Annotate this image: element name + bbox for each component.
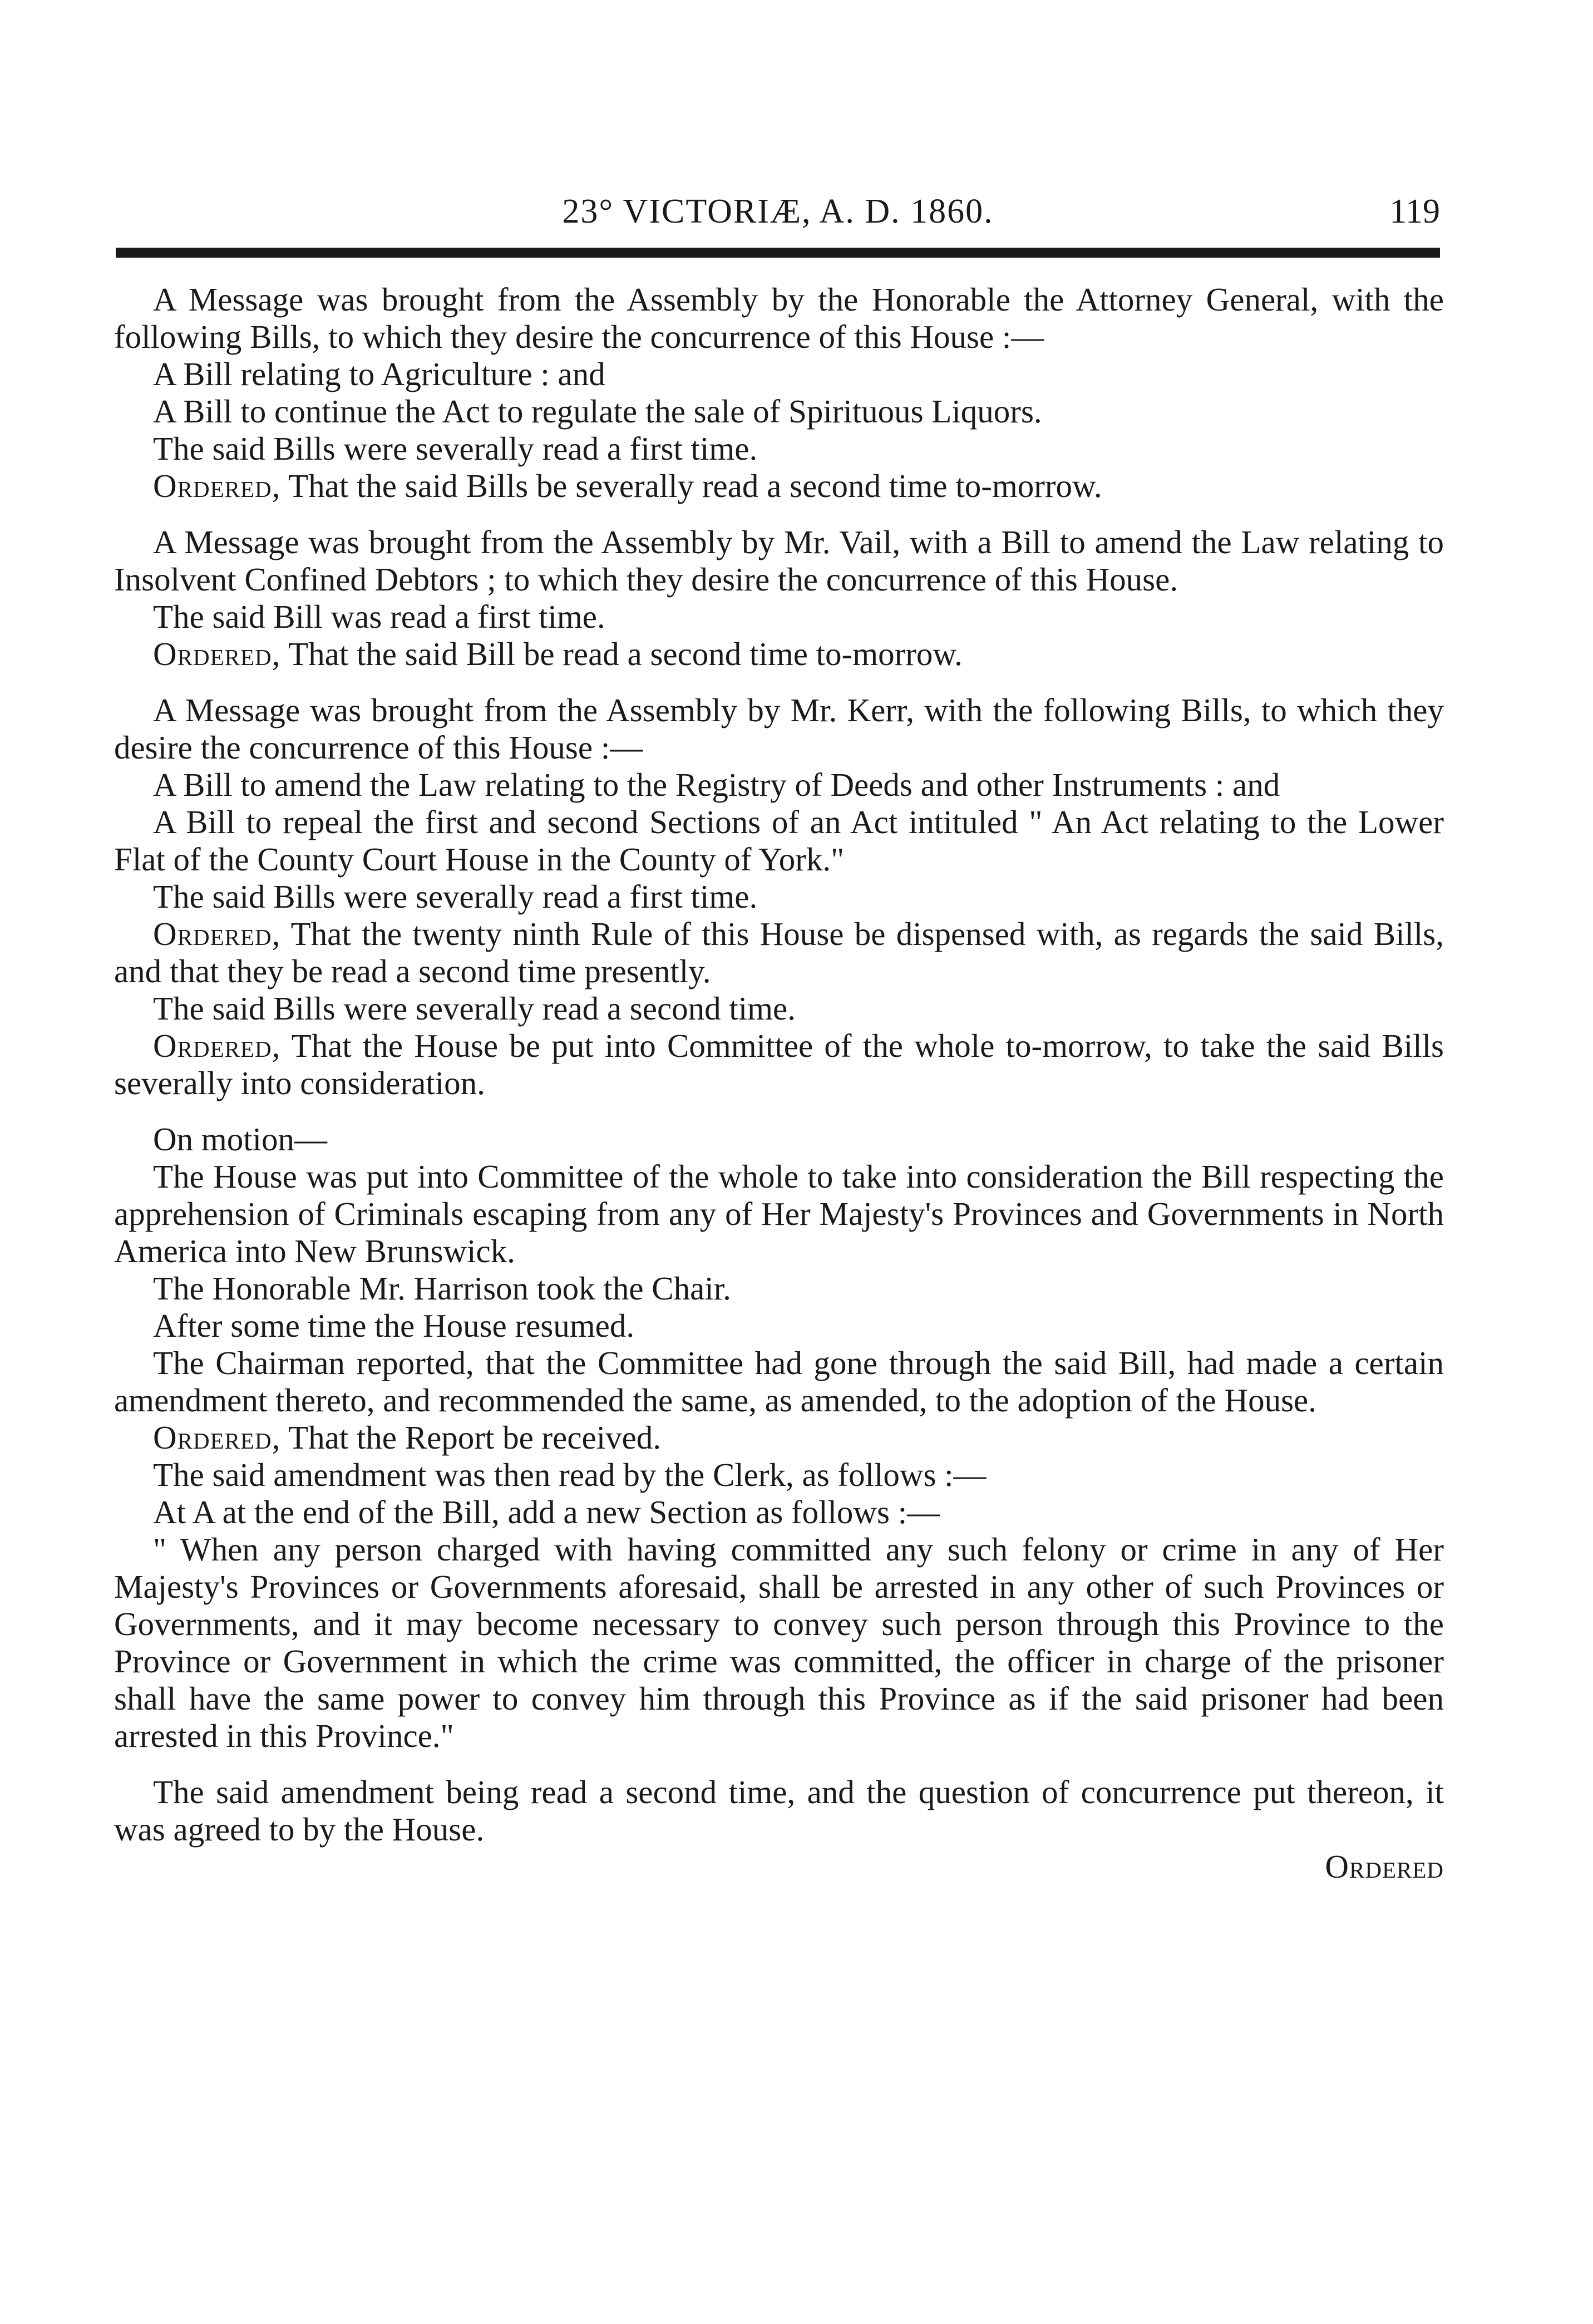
paragraph — [114, 915, 1444, 990]
paragraph — [114, 1027, 1444, 1102]
paragraph-text: That the House be put into Committee of the whole to-morrow, to take the said Bills severally into consideration. — [114, 1027, 1444, 1101]
paragraph: A Bill to repeal the first and second Sections of an Act intituled " An Act relating to the Lower Flat of the County Court House in the County of York." — [114, 804, 1444, 878]
paragraph — [114, 636, 1444, 673]
ordered-label: Ordered, — [153, 636, 281, 672]
catchword: Ordered — [1325, 1848, 1444, 1885]
paragraph: A Bill to continue the Act to regulate the sale of Spirituous Liquors. — [153, 393, 1042, 430]
paragraph: The Chairman reported, that the Committee had gone through the said Bill, had made a certain amendment thereto, and recommended the same, as amended, to the adoption of the House. — [114, 1345, 1444, 1419]
paragraph: The said Bills were severally read a first time. — [153, 878, 758, 915]
paragraph: A Bill to amend the Law relating to the Registry of Deeds and other Instruments : and — [153, 766, 1280, 803]
paragraph — [114, 467, 1444, 505]
paragraph: After some time the House resumed. — [153, 1307, 635, 1344]
paragraph-text: The said amendment being read a second time, and the question of concurrence put thereon, it was agreed to by the House. — [114, 1774, 1444, 1848]
paragraph: The Honorable Mr. Harrison took the Chair. — [153, 1270, 731, 1307]
paragraph — [114, 1774, 1444, 1848]
paragraph-text: That the twenty ninth Rule of this House be dispensed with, as regards the said Bills, and that they be read a second time presently. — [114, 915, 1444, 989]
paragraph: The House was put into Committee of the whole to take into consideration the Bill respecting the apprehension of Criminals escaping from any of Her Majesty's Provinces and Governments in North America into New Brunswick. — [114, 1158, 1444, 1269]
header-rule — [116, 248, 1440, 258]
paragraph: On motion— — [153, 1121, 328, 1158]
ordered-label: Ordered, — [153, 467, 281, 504]
paragraph: A Bill relating to Agriculture : and — [153, 356, 605, 392]
quoted-amendment: " When any person charged with having committed any such felony or crime in any of Her Majesty's Provinces or Governments aforesaid, shall be arrested in any other of such Provinces or Governments, and it may become necessary to convey such person through this Province to the Province or Government in which the crime was committed, the officer in charge of the prisoner shall have the same power to convey him through this Province as if the said prisoner had been arrested in this Province." — [114, 1531, 1444, 1754]
paragraph: A Message was brought from the Assembly by the Honorable the Attorney General, with the following Bills, to which they desire the concurrence of this House :— — [114, 281, 1444, 355]
ordered-label: Ordered, — [153, 1027, 281, 1064]
paragraph-text: That the said Bills be severally read a second time to-morrow. — [288, 467, 1102, 504]
paragraph: At A at the end of the Bill, add a new Section as follows :— — [153, 1494, 940, 1530]
ordered-label: Ordered, — [153, 1419, 281, 1456]
paragraph — [114, 1419, 1444, 1456]
paragraph: The said Bills were severally read a first time. — [153, 430, 758, 467]
running-title: 23° VICTORIÆ, A. D. 1860. — [562, 193, 994, 230]
ordered-label: Ordered, — [153, 915, 281, 952]
paragraph: A Message was brought from the Assembly by Mr. Vail, with a Bill to amend the Law relating to Insolvent Confined Debtors ; to which they desire the concurrence of this House. — [114, 524, 1444, 598]
paragraph-text: That the Report be received. — [288, 1419, 662, 1456]
paragraph: The said Bills were severally read a second time. — [153, 990, 796, 1027]
paragraph: A Message was brought from the Assembly by Mr. Kerr, with the following Bills, to which they desire the concurrence of this House :— — [114, 692, 1444, 766]
paragraph-text: That the said Bill be read a second time to-morrow. — [288, 636, 963, 672]
paragraph: The said Bill was read a first time. — [153, 598, 605, 635]
page-number: 119 — [1389, 193, 1440, 230]
running-head — [116, 184, 1440, 239]
journal-text — [114, 281, 1444, 1885]
paragraph: The said amendment was then read by the Clerk, as follows :— — [153, 1456, 987, 1493]
